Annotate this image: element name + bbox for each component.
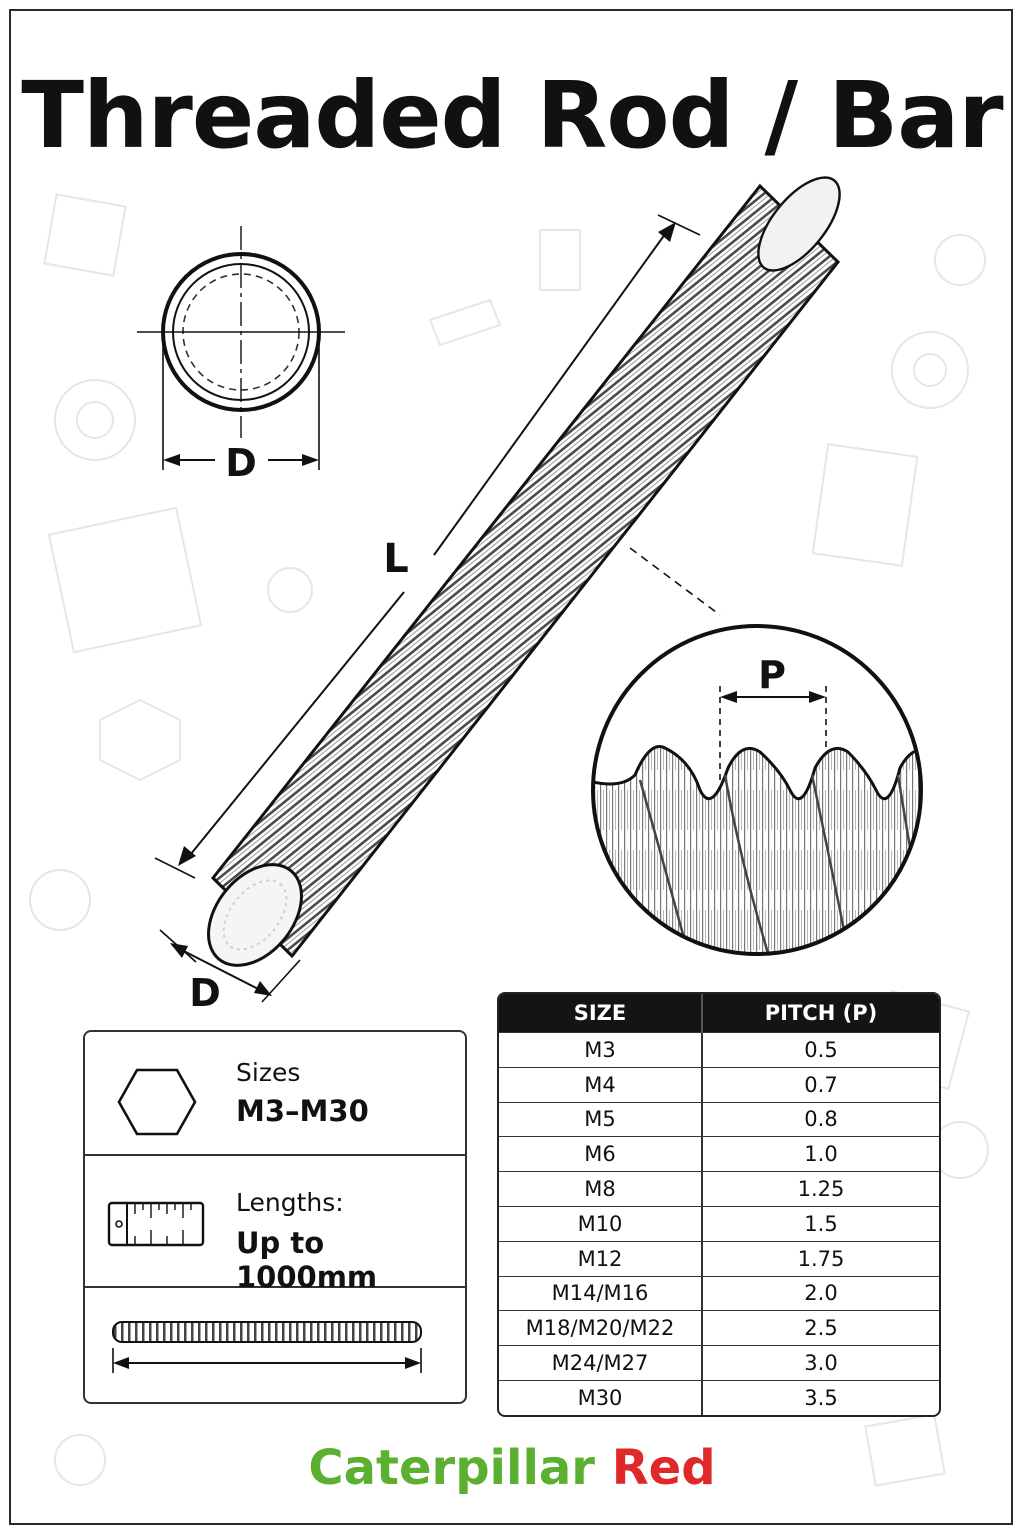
pitch-cell: 1.75	[702, 1241, 939, 1276]
size-cell: M5	[499, 1102, 702, 1137]
table-row	[499, 1067, 939, 1102]
pitch-cell: 1.0	[702, 1137, 939, 1172]
table-row	[499, 1172, 939, 1207]
size-cell: M18/M20/M22	[499, 1311, 702, 1346]
pitch-cell: 0.7	[702, 1067, 939, 1102]
zoom-leader-line	[630, 548, 720, 615]
pitch-cell: 3.5	[702, 1380, 939, 1414]
ruler-icon	[107, 1200, 205, 1248]
diameter-label-bottom: D	[189, 971, 221, 1015]
sizes-label: Sizes	[236, 1058, 301, 1087]
size-cell: M10	[499, 1206, 702, 1241]
size-cell: M3	[499, 1033, 702, 1068]
brand-part-2: Red	[611, 1440, 716, 1496]
cross-section-view	[137, 226, 345, 485]
table-row	[499, 1276, 939, 1311]
table-header-row	[499, 994, 939, 1033]
pitch-label: P	[758, 653, 786, 697]
size-column-header: SIZE	[499, 994, 702, 1033]
lengths-row	[85, 1156, 465, 1294]
lengths-value: Up to 1000mm	[236, 1226, 378, 1294]
sizes-value: M3–M30	[236, 1094, 369, 1128]
table-row	[499, 1033, 939, 1068]
pitch-cell: 2.0	[702, 1276, 939, 1311]
table-row	[499, 1206, 939, 1241]
size-cell: M6	[499, 1137, 702, 1172]
table-row	[499, 1346, 939, 1381]
pitch-cell: 1.25	[702, 1172, 939, 1207]
brand-part-1: Caterpillar	[308, 1440, 595, 1496]
info-panel	[83, 1030, 467, 1404]
size-cell: M12	[499, 1241, 702, 1276]
pitch-table	[497, 992, 941, 1417]
pitch-cell: 3.0	[702, 1346, 939, 1381]
table-row	[499, 1137, 939, 1172]
size-cell: M14/M16	[499, 1276, 702, 1311]
rod-row	[85, 1288, 465, 1404]
pitch-cell: 0.8	[702, 1102, 939, 1137]
size-cell: M30	[499, 1380, 702, 1414]
diameter-label-top: D	[225, 441, 257, 485]
thread-detail-zoom	[585, 626, 935, 960]
table-row	[499, 1311, 939, 1346]
size-cell: M4	[499, 1067, 702, 1102]
hexagon-icon	[117, 1067, 197, 1137]
pitch-cell: 1.5	[702, 1206, 939, 1241]
lengths-label: Lengths:	[236, 1188, 344, 1217]
pitch-cell: 0.5	[702, 1033, 939, 1068]
size-cell: M24/M27	[499, 1346, 702, 1381]
table-row	[499, 1102, 939, 1137]
size-cell: M8	[499, 1172, 702, 1207]
pitch-cell: 2.5	[702, 1311, 939, 1346]
brand-logo	[0, 1440, 1024, 1496]
length-label: L	[383, 536, 409, 582]
rod-icon	[107, 1318, 427, 1378]
page-title: Threaded Rod / Bar	[21, 62, 1003, 169]
pitch-column-header: PITCH (P)	[702, 994, 939, 1033]
table-row	[499, 1241, 939, 1276]
table-row	[499, 1380, 939, 1414]
sizes-row	[85, 1032, 465, 1156]
